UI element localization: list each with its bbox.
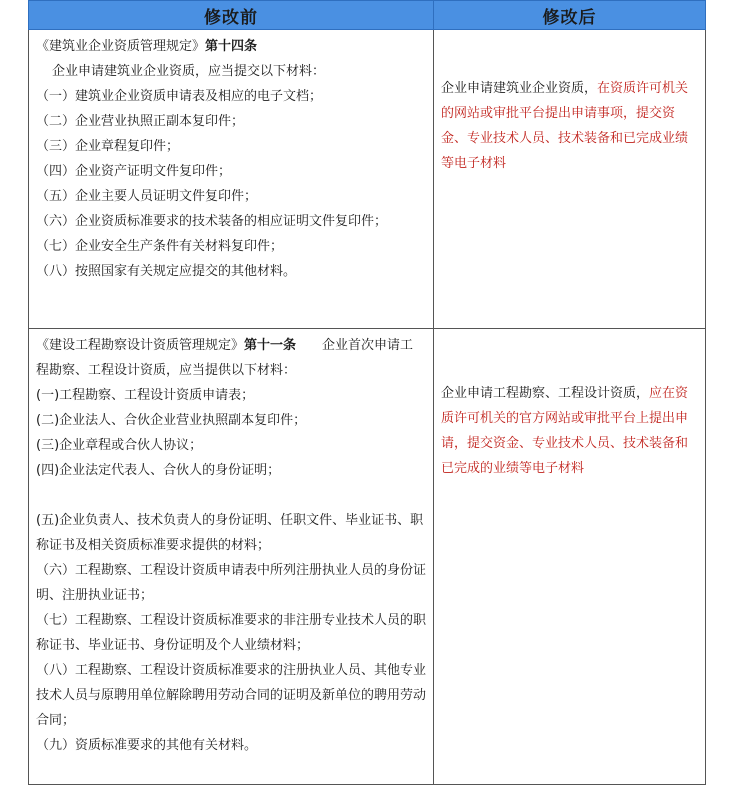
list-item: （二）企业营业执照正副本复印件；	[36, 114, 245, 129]
row1-after-plain: 企业申请建筑业企业资质，	[441, 81, 598, 96]
row2-after-cell	[434, 329, 706, 785]
row2-after-red: 应在资质许可机关的官方网站或审批平台上提出申请，提交资金、专业技术人员、技术装备和已完成的业绩等电子材料	[441, 386, 689, 476]
header-row	[29, 1, 706, 30]
row2-after-plain: 企业申请工程勘察、工程设计资质，	[441, 386, 650, 401]
header-before: 修改前	[29, 1, 434, 30]
row2-title-source: 《建设工程勘察设计资质管理规定》	[36, 338, 245, 353]
list-item: （七）工程勘察、工程设计资质标准要求的非注册专业技术人员的职称证书、毕业证书、身份证明及个人业绩材料；	[36, 613, 427, 653]
blank-line	[36, 483, 426, 508]
list-item: （八）工程勘察、工程设计资质标准要求的注册执业人员、其他专业技术人员与原聘用单位解除聘用劳动合同的证明及新单位的聘用劳动合同；	[36, 663, 427, 728]
row2-before-intro: 企业首次申请工程勘察、工程设计资质，应当提供以下材料：	[36, 338, 414, 378]
row1-before-intro: 企业申请建筑业企业资质，应当提交以下材料：	[52, 64, 326, 79]
row1-title-article: 第十四条	[205, 39, 258, 54]
header-after: 修改后	[434, 1, 706, 30]
list-item: （九）资质标准要求的其他有关材料。	[36, 738, 258, 753]
list-item: （六）工程勘察、工程设计资质申请表中所列注册执业人员的身份证明、注册执业证书；	[36, 563, 427, 603]
list-item: （四）企业资产证明文件复印件；	[36, 164, 232, 179]
list-item: （五）企业主要人员证明文件复印件；	[36, 189, 258, 204]
row1-after-red: 在资质许可机关的网站或审批平台提出申请事项，提交资金、专业技术人员、技术装备和已完成业绩等电子材料	[441, 81, 689, 171]
list-item: （三）企业章程复印件；	[36, 139, 180, 154]
row1-before-cell	[29, 30, 434, 329]
table-row	[29, 329, 706, 785]
list-item: (二)企业法人、合伙企业营业执照副本复印件；	[36, 413, 307, 428]
list-item: （八）按照国家有关规定应提交的其他材料。	[36, 264, 297, 279]
list-item: (三)企业章程或合伙人协议；	[36, 438, 203, 453]
list-item: (一)工程勘察、工程设计资质申请表；	[36, 388, 255, 403]
list-item: (四)企业法定代表人、合伙人的身份证明；	[36, 463, 281, 478]
row1-title-source: 《建筑业企业资质管理规定》	[36, 39, 206, 54]
table-row	[29, 30, 706, 329]
row1-before-title	[36, 34, 426, 59]
list-item: (五)企业负责人、技术负责人的身份证明、任职文件、毕业证书、职称证书及相关资质标准要求提供的材料；	[36, 513, 424, 553]
row2-before-cell	[29, 329, 434, 785]
list-item: （一）建筑业企业资质申请表及相应的电子文档；	[36, 89, 323, 104]
list-item: （六）企业资质标准要求的技术装备的相应证明文件复印件；	[36, 214, 388, 229]
row2-before-title	[36, 333, 426, 383]
list-item: （七）企业安全生产条件有关材料复印件；	[36, 239, 284, 254]
row1-after-cell	[434, 30, 706, 329]
row2-title-article: 第十一条	[244, 338, 297, 353]
comparison-table	[28, 0, 705, 785]
